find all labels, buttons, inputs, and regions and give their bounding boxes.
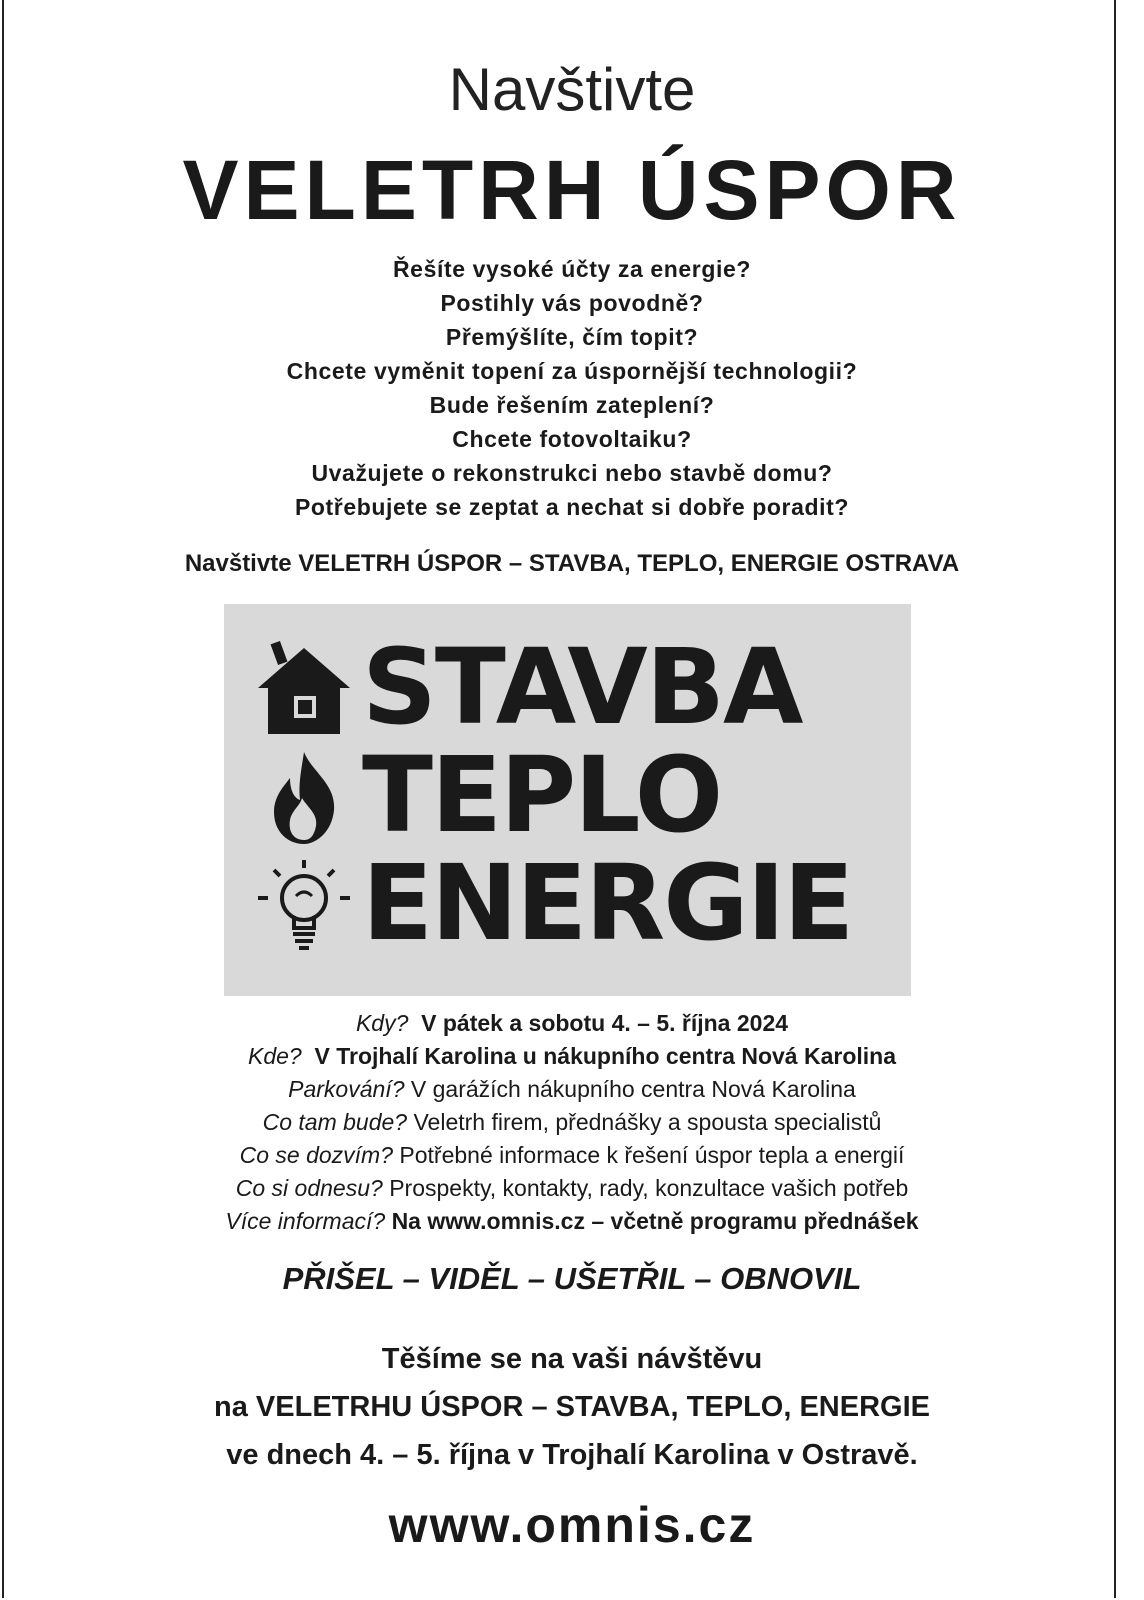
question-item: Uvažujete o rekonstrukci nebo stavbě domu? bbox=[311, 460, 833, 486]
event-info bbox=[0, 1007, 1144, 1238]
question-item: Přemýšlíte, čím topit? bbox=[445, 324, 699, 350]
event-logo bbox=[224, 604, 911, 996]
intro-line: Navštivte VELETRH ÚSPOR – STAVBA, TEPLO, ENERGIE OSTRAVA bbox=[184, 550, 960, 577]
info-answer: Prospekty, kontakty, rady, konzultace vašich potřeb bbox=[389, 1175, 909, 1201]
info-row bbox=[0, 1172, 1144, 1205]
info-row bbox=[0, 1106, 1144, 1139]
questions-list bbox=[0, 252, 1144, 524]
info-row bbox=[0, 1040, 1144, 1073]
header-visit: Navštivte bbox=[448, 56, 696, 123]
house-icon bbox=[254, 640, 354, 740]
info-row bbox=[0, 1205, 1144, 1238]
question-item: Chcete fotovoltaiku? bbox=[452, 426, 692, 452]
info-question: Co si odnesu? bbox=[235, 1175, 383, 1201]
logo-word-stavba: STAVBA bbox=[362, 626, 802, 748]
info-answer: Veletrh firem, přednášky a spousta specialistů bbox=[413, 1109, 882, 1135]
info-question: Parkování? bbox=[288, 1076, 405, 1102]
closing-line: Těšíme se na vaši návštěvu bbox=[381, 1343, 763, 1375]
logo-word-energie: ENERGIE bbox=[362, 842, 853, 964]
info-row bbox=[0, 1073, 1144, 1106]
info-answer: Potřebné informace k řešení úspor tepla a energií bbox=[399, 1142, 905, 1168]
question-item: Bude řešením zateplení? bbox=[429, 392, 715, 418]
question-item: Potřebujete se zeptat a nechat si dobře poradit? bbox=[294, 494, 850, 520]
logo-word-teplo: TEPLO bbox=[362, 734, 722, 856]
info-question: Co tam bude? bbox=[262, 1109, 408, 1135]
closing-line: na VELETRHU ÚSPOR – STAVBA, TEPLO, ENERGIE bbox=[214, 1391, 930, 1423]
info-answer: V pátek a sobotu 4. – 5. října 2024 bbox=[421, 1010, 789, 1036]
closing-line: ve dnech 4. – 5. října v Trojhalí Karolina v Ostravě. bbox=[226, 1439, 918, 1471]
info-answer: Na www.omnis.cz – včetně programu přednášek bbox=[391, 1208, 919, 1234]
logo-row-energie bbox=[224, 842, 911, 964]
info-row bbox=[0, 1007, 1144, 1040]
logo-row-teplo bbox=[224, 734, 911, 856]
info-answer: V Trojhalí Karolina u nákupního centra Nová Karolina bbox=[314, 1043, 896, 1069]
info-question: Kdy? bbox=[355, 1010, 409, 1036]
flame-icon bbox=[254, 748, 354, 848]
question-item: Řešíte vysoké účty za energie? bbox=[392, 256, 752, 282]
info-question: Co se dozvím? bbox=[239, 1142, 393, 1168]
question-item: Chcete vyměnit topení za úspornější technologii? bbox=[286, 358, 858, 384]
header-title: VELETRH ÚSPOR bbox=[182, 143, 962, 237]
question-item: Postihly vás povodně? bbox=[440, 290, 704, 316]
closing-text bbox=[0, 1335, 1144, 1479]
slogan: PŘIŠEL – VIDĚL – UŠETŘIL – OBNOVIL bbox=[282, 1261, 862, 1296]
lightbulb-icon bbox=[254, 856, 354, 956]
info-answer: V garážích nákupního centra Nová Karolina bbox=[410, 1076, 856, 1102]
info-question: Kde? bbox=[247, 1043, 302, 1069]
logo-row-stavba bbox=[224, 626, 911, 748]
website-link[interactable]: www.omnis.cz bbox=[388, 1497, 756, 1553]
info-row bbox=[0, 1139, 1144, 1172]
info-question: Více informací? bbox=[225, 1208, 386, 1234]
